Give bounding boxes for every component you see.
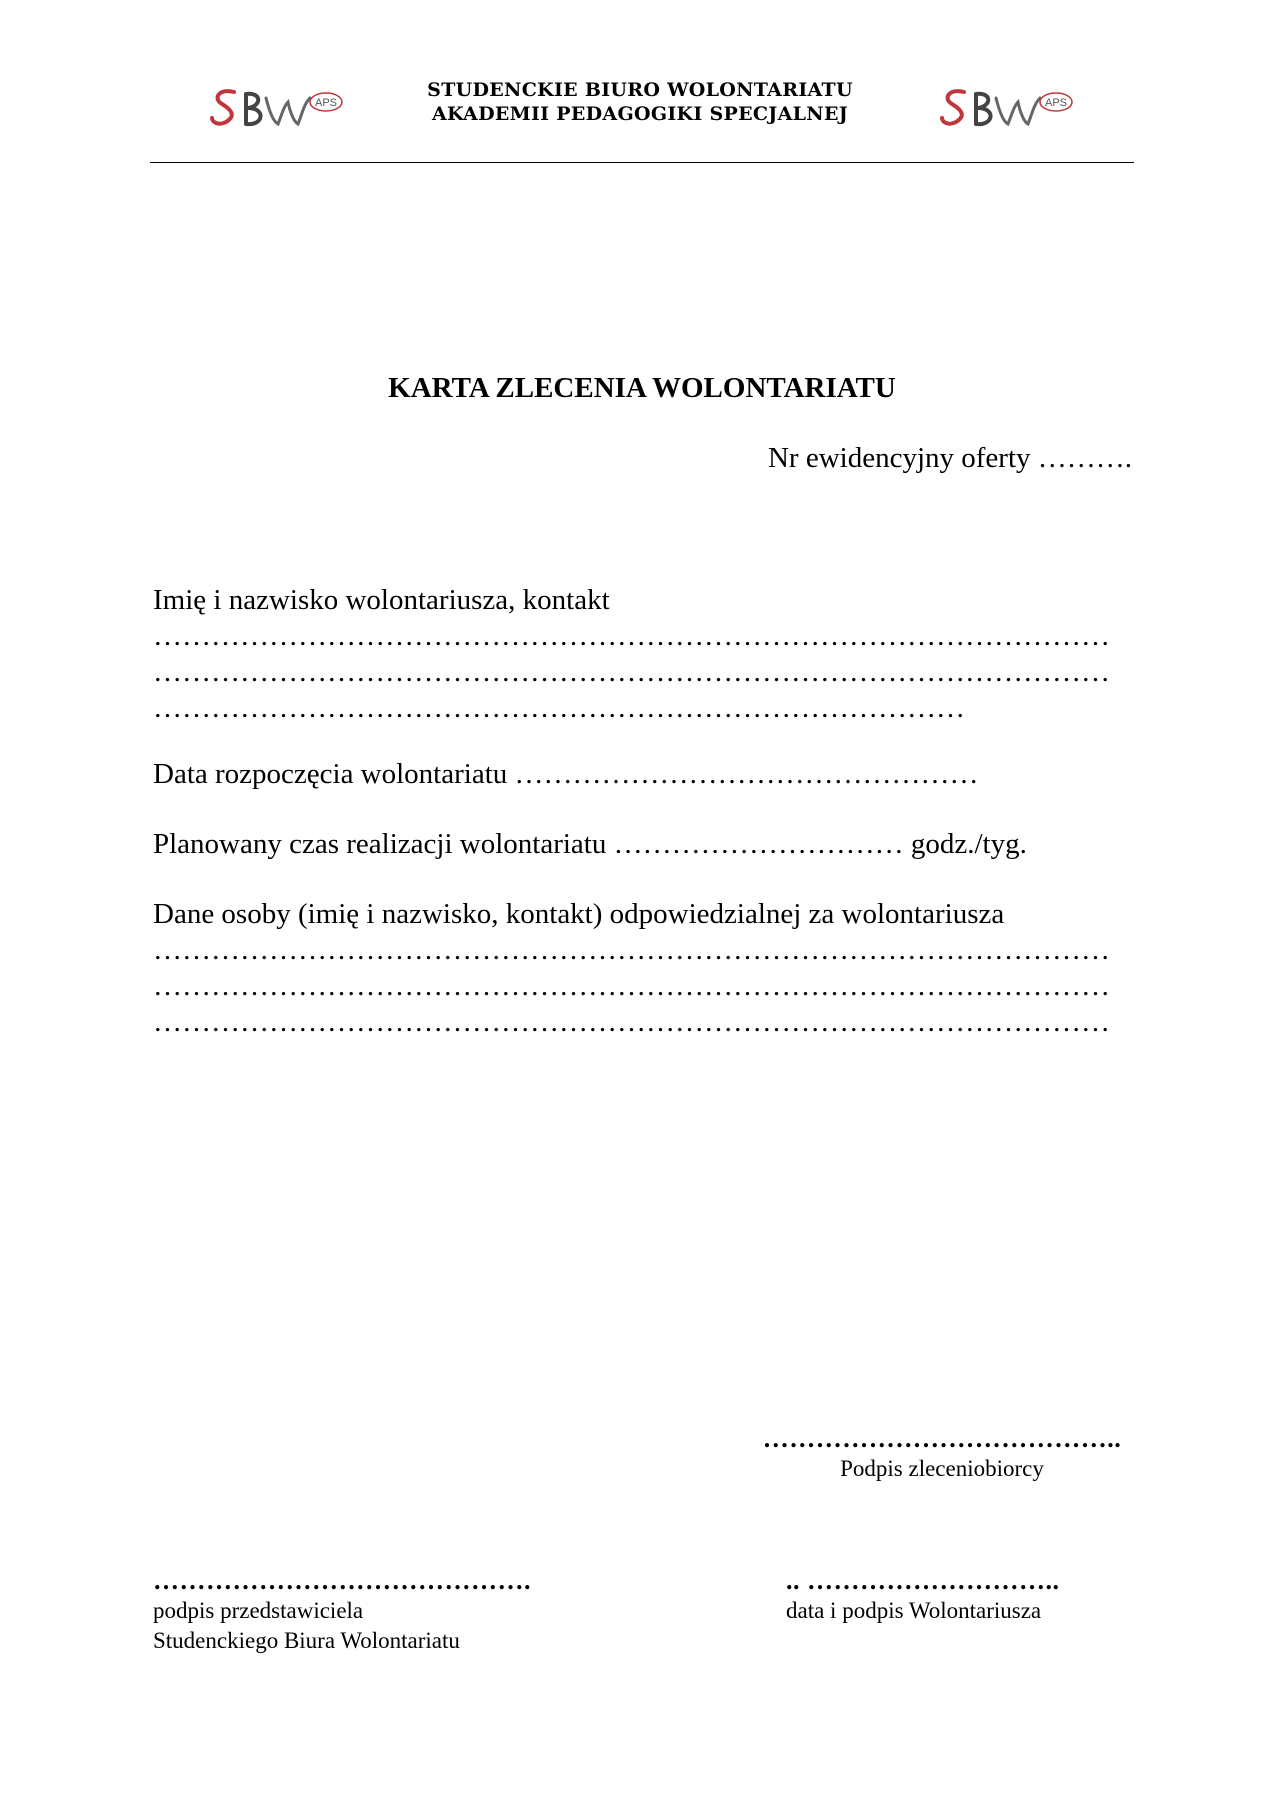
volunteer-fill-line[interactable]: …………………………………………………………………………: [153, 692, 965, 724]
start-date-field[interactable]: Data rozpoczęcia wolontariatu …………………………………………: [153, 758, 979, 790]
organization-line-2: AKADEMII PEDAGOGIKI SPECJALNEJ: [431, 103, 849, 125]
responsible-person-label: Dane osoby (imię i nazwisko, kontakt) odpowiedzialnej za wolontariusza: [153, 898, 1005, 930]
svg-text:APS: APS: [1044, 97, 1068, 109]
svg-text:APS: APS: [314, 97, 338, 109]
volunteer-fill-line[interactable]: ………………………………………………………………………………………: [153, 656, 1110, 688]
responsible-fill-line[interactable]: ………………………………………………………………………………………: [153, 934, 1110, 966]
volunteer-signature: [786, 1566, 1060, 1626]
volunteer-name-label: Imię i nazwisko wolontariusza, kontakt: [153, 584, 610, 616]
offer-number-field[interactable]: Nr ewidencyjny oferty ……….: [767, 442, 1132, 474]
office-signature-label-2: Studenckiego Biura Wolontariatu: [153, 1628, 460, 1653]
office-signature-label-1: podpis przedstawiciela: [153, 1598, 364, 1623]
contractor-signature-label: Podpis zleceniobiorcy: [840, 1456, 1044, 1481]
volunteer-signature-line[interactable]: .. ………………………..: [786, 1566, 1060, 1595]
planned-time-field[interactable]: Planowany czas realizacji wolontariatu ………………………… godz./tyg.: [153, 828, 1027, 860]
office-signature: [153, 1566, 531, 1656]
contractor-signature: [752, 1424, 1132, 1484]
header-divider: [150, 162, 1134, 163]
form-title: KARTA ZLECENIA WOLONTARIATU: [388, 372, 896, 404]
responsible-fill-line[interactable]: ………………………………………………………………………………………: [153, 970, 1110, 1002]
contractor-signature-line[interactable]: …………………………………..: [762, 1424, 1122, 1453]
responsible-fill-line[interactable]: ………………………………………………………………………………………: [153, 1006, 1110, 1038]
sbw-logo-right: [936, 84, 1086, 134]
office-signature-line[interactable]: …………………………………….: [153, 1566, 531, 1595]
volunteer-signature-label: data i podpis Wolontariusza: [786, 1598, 1042, 1623]
organization-line-1: STUDENCKIE BIURO WOLONTARIATU: [427, 79, 853, 101]
organization-name: [330, 78, 950, 126]
volunteer-fill-line[interactable]: ………………………………………………………………………………………: [153, 620, 1110, 652]
